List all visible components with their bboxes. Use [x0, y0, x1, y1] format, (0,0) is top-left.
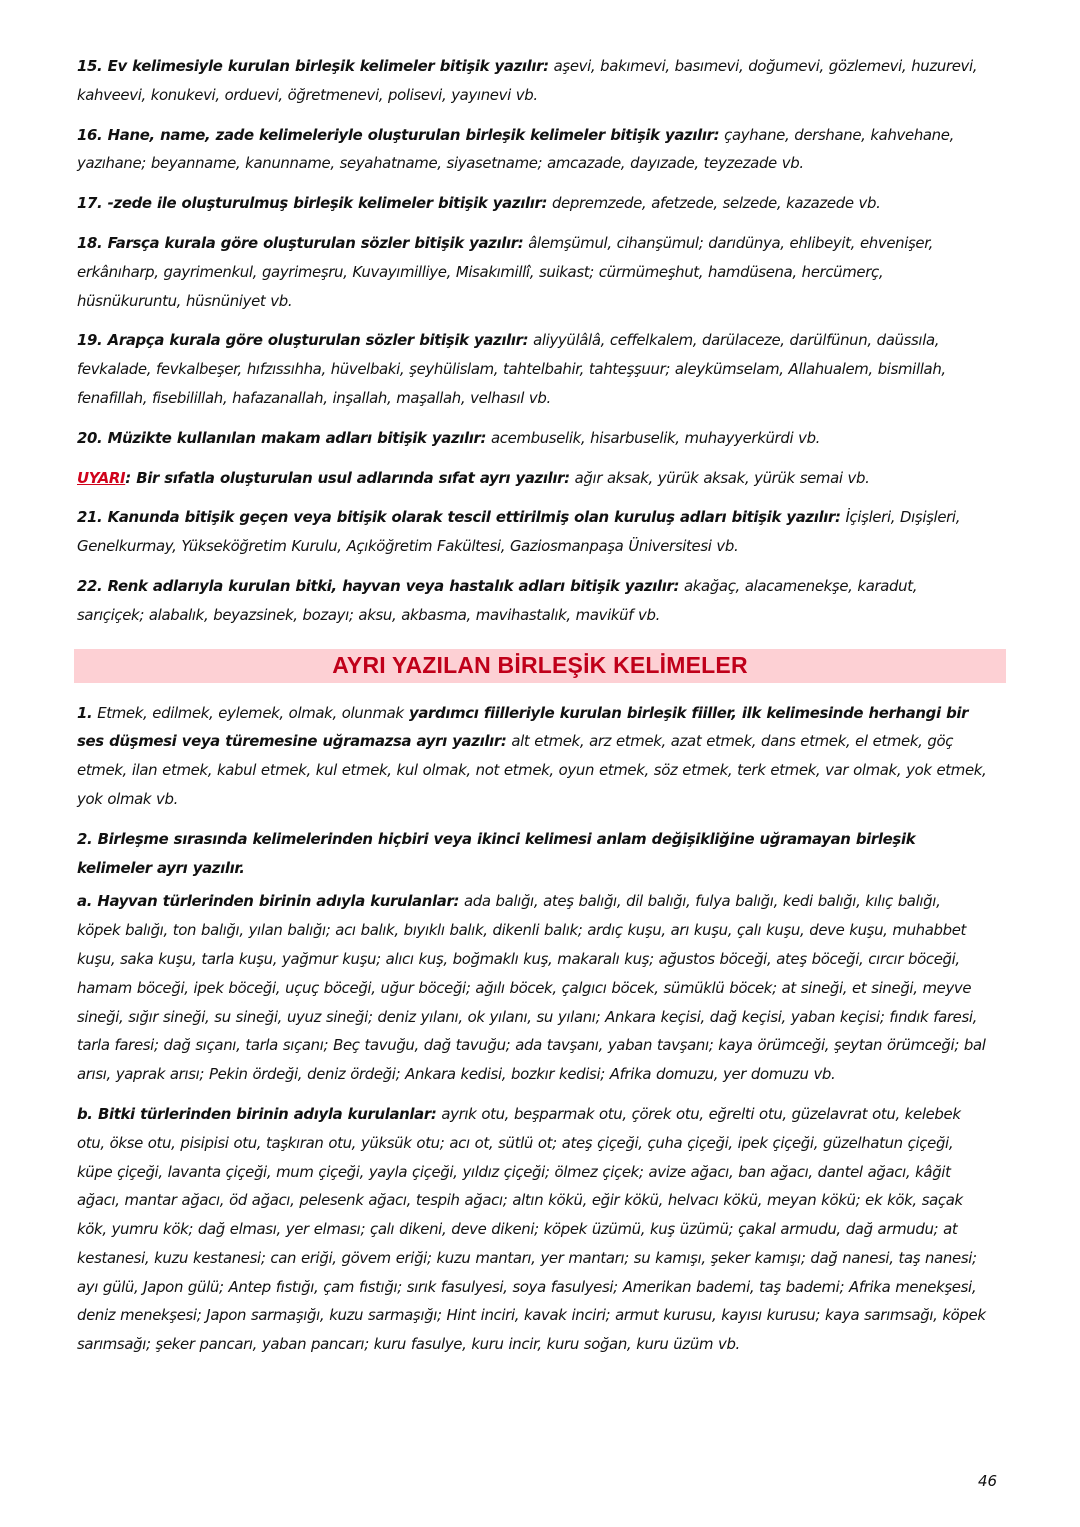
rule-18 — [77, 229, 988, 315]
rule-ayri-1 — [77, 699, 988, 814]
rule-lead: a. Hayvan türlerinden birinin adıyla kurulanlar: — [77, 892, 460, 911]
rule-lead: 21. Kanunda bitişik geçen veya bitişik olarak tescil ettirilmiş olan kuruluş adları bitişik yazılır: — [77, 508, 841, 527]
rule-examples: depremzede, afetzede, selzede, kazazede vb. — [547, 194, 881, 213]
rule-15 — [77, 52, 988, 110]
rule-19 — [77, 326, 988, 412]
rule-examples: aşevi, bakımevi, basımevi, doğumevi, gözlemevi, huzurevi, kahveevi, konukevi, orduevi, öğretmenevi, polisevi, yayınevi vb. — [77, 57, 978, 104]
warning-note — [77, 464, 988, 493]
rule-examples: İçişleri, Dışişleri, Genelkurmay, Yükseköğretim Kurulu, Açıköğretim Fakültesi, Gaziosmanpaşa Üniversitesi vb. — [77, 508, 961, 556]
rule-examples: çayhane, dershane, kahvehane, yazıhane; beyanname, kanunname, seyahatname, siyasetname; amcazade, dayızade, teyzezade vb. — [77, 125, 954, 173]
rule-examples: aliyyülâlâ, ceffelkalem, darülaceze, darülfünun, daüssıla, fevkalade, fevkalbeşer, hıfzıssıhha, hüvelbaki, şeyhülislam, tahtelbahir, tahteşşuur; aleykümselam, Allahualem, bismillah, fenafillah, fisebilillah, hafazanallah, inşallah, maşallah, velhasıl vb. — [77, 331, 946, 407]
rule-16 — [77, 121, 988, 179]
rule-lead: 19. Arapça kurala göre oluşturulan sözler bitişik yazılır: — [77, 331, 529, 350]
rule-21 — [77, 503, 988, 561]
section-title: AYRI YAZILAN BİRLEŞİK KELİMELER — [332, 652, 748, 679]
warning-label: UYARI — [77, 468, 126, 487]
rule-lead: 16. Hane, name, zade kelimeleriyle oluşturulan birleşik kelimeler bitişik yazılır: — [77, 125, 720, 144]
rule-lead: 15. Ev kelimesiyle kurulan birleşik kelimeler bitişik yazılır: — [77, 57, 549, 75]
rule-examples: akağaç, alacamenekşe, karadut, sarıçiçek; alabalık, beyazsinek, bozayı; aksu, akbasma, mavihastalık, maviküf vb. — [77, 576, 918, 624]
rule-examples: alt etmek, arz etmek, azat etmek, dans etmek, el etmek, göç etmek, ilan etmek, kabul etmek, kul etmek, kul olmak, not etmek, oyun etmek, söz etmek, terk etmek, var olmak, yok etmek, yok olmak vb. — [77, 732, 987, 808]
warning-colon: : — [125, 468, 131, 487]
rule-lead: 20. Müzikte kullanılan makam adları bitişik yazılır: — [77, 428, 487, 447]
rule-examples: âlemşümul, cihanşümul; darıdünya, ehlibeyit, ehvenişer, erkânıharp, gayrimenkul, gayrimeşru, Kuvayımilliye, Misakımillî, suikast; cürmümeşhut, hamdüsena, hercümerç, hüsnükuruntu, hüsnüniyet vb. — [77, 233, 934, 310]
warning-examples: ağır aksak, yürük aksak, yürük semai vb. — [569, 468, 870, 487]
rule-22 — [77, 572, 988, 630]
rule-lead: 22. Renk adlarıyla kurulan bitki, hayvan veya hastalık adları bitişik yazılır: — [77, 576, 680, 595]
rule-number: 1. — [77, 703, 93, 722]
rule-examples: ada balığı, ateş balığı, dil balığı, fulya balığı, kedi balığı, kılıç balığı, köpek balığı, ton balığı, yılan balığı; acı balık, bıyıklı balık, dikenli balık; ardıç kuşu, arı kuşu, çalı kuşu, deve kuşu, muhabbet kuşu, saka kuşu, tarla kuşu, yağmur kuşu; alıcı kuş, boğmaklı kuş, makaralı kuş; ağustos böceği, ateş böceği, cırcır böceği, hamam böceği, ipek böceği, uçuç böceği, uğur böceği; ağılı böcek, çalgıcı böcek, sümüklü böcek; at sineği, et sineği, meyve sineği, sığır sineği, su sineği, uyuz sineği; deniz yılanı, ok yılanı, su yılanı; Ankara keçisi, dağ keçisi, yaban keçisi; fındık faresi, tarla faresi; dağ sıçanı, tarla sıçanı; Beç tavuğu, dağ tavuğu; ada tavşanı, yaban tavşanı; kaya örümceği, şeytan örümceği; bal arısı, yaprak arısı; Pekin ördeği, deniz ördeği; Ankara kedisi, bozkır kedisi; Afrika domuzu, yer domuzu vb. — [77, 892, 986, 1084]
rule-lead: 2. Birleşme sırasında kelimelerinden hiçbiri veya ikinci kelimesi anlam değişikliğine uğramayan birleşik kelimeler ayrı yazılır. — [77, 829, 916, 877]
rule-ayri-2 — [77, 825, 988, 883]
page-number: 46 — [978, 1472, 998, 1490]
rule-ayri-2b — [77, 1100, 988, 1359]
rule-lead: 18. Farsça kurala göre oluşturulan sözler bitişik yazılır: — [77, 233, 524, 252]
rule-20 — [77, 424, 988, 453]
rule-examples: ayrık otu, beşparmak otu, çörek otu, eğrelti otu, güzelavrat otu, kelebek otu, ökse otu, pisipisi otu, taşkıran otu, yüksük otu; acı ot, sütlü ot; ateş çiçeği, çuha çiçeği, ipek çiçeği, güzelhatun çiçeği, küpe çiçeği, lavanta çiçeği, mum çiçeği, yayla çiçeği, yıldız çiçeği; ölmez çiçek; avize ağacı, ban ağacı, dantel ağacı, kâğit ağacı, mantar ağacı, öd ağacı, pelesenk ağacı, tespih ağacı; altın kökü, eğir kökü, helvacı kökü, meyan kökü; ek kök, saçak kök, yumru kök; dağ elması, yer elması; çalı dikeni, deve dikeni; köpek üzümü, kuş üzümü; çakal armudu, dağ armudu; at kestanesi, kuzu kestanesi; can eriği, gövem eriği; kuzu mantarı, yer mantarı; su kamışı, şeker kamışı; dağ nanesi, taş nanesi; ayı gülü, Japon gülü; Antep fıstığı, çam fıstığı; sırık fasulyesi, soya fasulyesi; Amerikan bademi, taş bademi; Afrika menekşesi, deniz menekşesi; Japon sarmaşığı, kuzu sarmaşığı; Hint inciri, kavak inciri; armut kurusu, kayısı kurusu; kaya sarımsağı, köpek sarımsağı; şeker pancarı, yaban pancarı; kuru fasulye, kuru incir, kuru soğan, kuru üzüm vb. — [77, 1104, 986, 1354]
rule-ayri-2a — [77, 887, 988, 1089]
section-heading-band — [74, 649, 1006, 683]
warning-lead: Bir sıfatla oluşturulan usul adlarında sıfat ayrı yazılır: — [130, 468, 570, 487]
document-page — [77, 52, 1007, 1370]
rule-lead: yardımcı fiilleriyle kurulan birleşik fiiller, ilk kelimesinde herhangi bir ses düşmesi veya türemesine uğramazsa ayrı yazılır: — [77, 703, 969, 751]
rule-verbs: Etmek, edilmek, eylemek, olmak, olunmak — [92, 703, 404, 722]
rule-examples: acembuselik, hisarbuselik, muhayyerkürdi vb. — [486, 428, 821, 447]
rule-lead: 17. -zede ile oluşturulmuş birleşik kelimeler bitişik yazılır: — [77, 194, 548, 213]
rule-lead: b. Bitki türlerinden birinin adıyla kurulanlar: — [77, 1104, 437, 1123]
rule-17 — [77, 189, 988, 218]
